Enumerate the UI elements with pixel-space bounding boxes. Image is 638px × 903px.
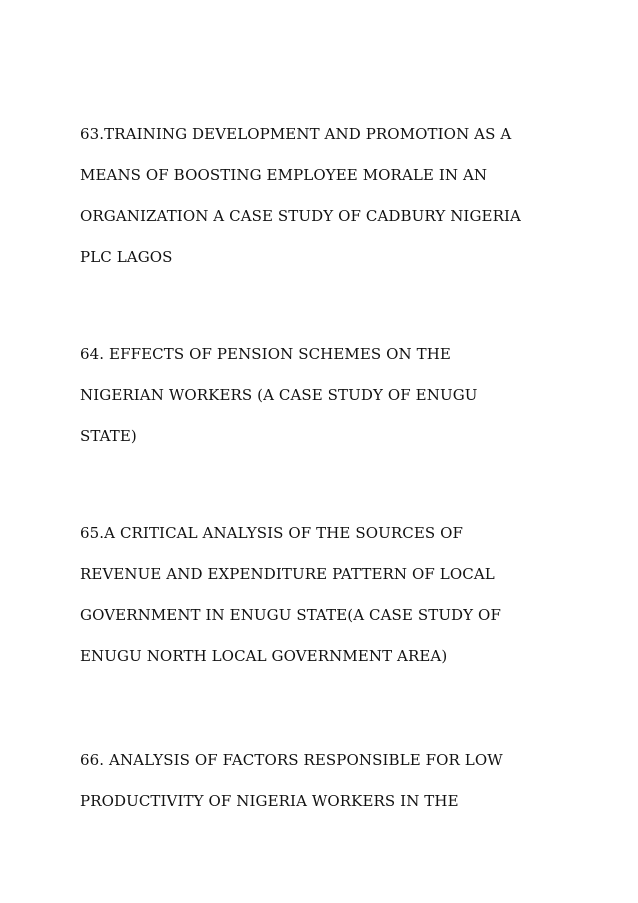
topic-line: ORGANIZATION A CASE STUDY OF CADBURY NIGERIA bbox=[80, 207, 521, 225]
topic-64 bbox=[80, 334, 600, 457]
topic-line: 66. ANALYSIS OF FACTORS RESPONSIBLE FOR LOW bbox=[80, 751, 503, 769]
topic-line: ENUGU NORTH LOCAL GOVERNMENT AREA) bbox=[80, 647, 448, 665]
topic-line: REVENUE AND EXPENDITURE PATTERN OF LOCAL bbox=[80, 565, 495, 583]
topic-line: NIGERIAN WORKERS (A CASE STUDY OF ENUGU bbox=[80, 386, 478, 404]
topic-63 bbox=[80, 114, 600, 278]
topic-line: PLC LAGOS bbox=[80, 248, 173, 266]
topic-line: MEANS OF BOOSTING EMPLOYEE MORALE IN AN bbox=[80, 166, 488, 184]
topic-line: 63.TRAINING DEVELOPMENT AND PROMOTION AS A bbox=[80, 125, 512, 143]
topic-line: GOVERNMENT IN ENUGU STATE(A CASE STUDY OF bbox=[80, 606, 501, 624]
topic-line: 65.A CRITICAL ANALYSIS OF THE SOURCES OF bbox=[80, 524, 464, 542]
topic-66 bbox=[80, 740, 600, 822]
topic-65 bbox=[80, 513, 600, 677]
topic-line: 64. EFFECTS OF PENSION SCHEMES ON THE bbox=[80, 345, 451, 363]
topic-line: STATE) bbox=[80, 427, 137, 445]
topic-line: PRODUCTIVITY OF NIGERIA WORKERS IN THE bbox=[80, 792, 459, 810]
